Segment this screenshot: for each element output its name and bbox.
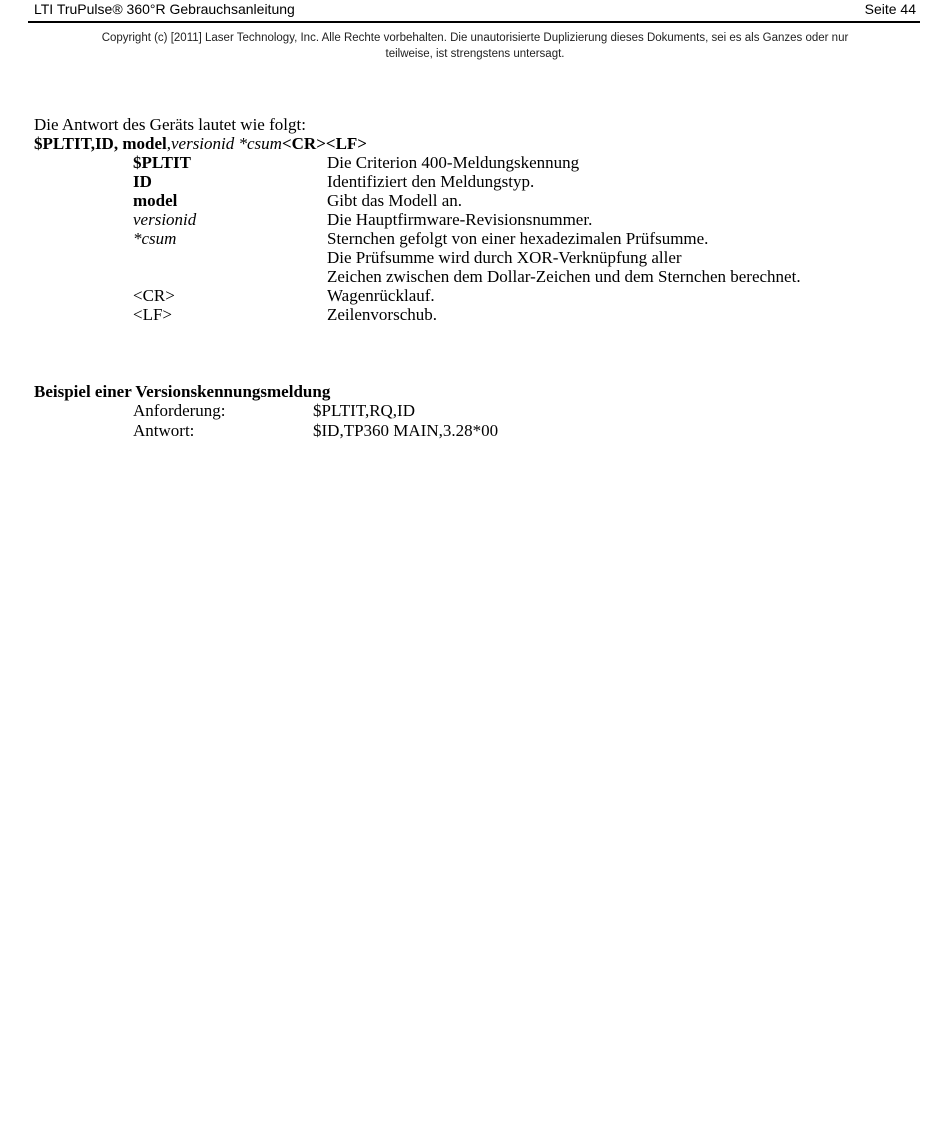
page-number: Seite 44 [864,1,916,17]
syntax-separator: , [166,134,171,153]
example-label: Anforderung: [133,401,226,420]
definition-term: *csum [133,229,177,248]
definition-row [133,267,801,286]
example-row [133,421,498,441]
example-label: Antwort: [133,421,195,440]
definition-row [133,172,801,191]
definition-desc: Zeichen zwischen dem Dollar-Zeichen und dem Sternchen berechnet. [327,267,801,286]
definition-desc: Gibt das Modell an. [327,191,463,210]
definition-desc: Zeilenvorschub. [327,305,437,324]
definition-term: versionid [133,210,197,229]
definition-term: ID [133,172,152,191]
definition-desc: Die Criterion 400-Meldungskennung [327,153,580,172]
definition-term: <CR> [133,286,175,305]
syntax-terminator: <CR><LF> [281,134,367,153]
definition-desc: Wagenrücklauf. [327,286,435,305]
definition-row [133,229,801,248]
definition-term: model [133,191,178,210]
syntax-italic-part: versionid *csum [170,134,282,153]
document-title: LTI TruPulse® 360°R Gebrauchsanleitung [34,1,295,17]
page-header [34,0,920,22]
definition-desc: Sternchen gefolgt von einer hexadezimalen Prüfsumme. [327,229,709,248]
definition-row [133,305,801,324]
header-divider [28,21,920,23]
definition-desc: Identifiziert den Meldungstyp. [327,172,535,191]
definition-row [133,210,801,229]
example-table [133,401,498,441]
copyright-line-1: Copyright (c) [2011] Laser Technology, Inc. Alle Rechte vorbehalten. Die unautorisierte Duplizierung dieses Dokuments, sei es als Ganzes oder nur [101,32,849,44]
example-heading: Beispiel einer Versionskennungsmeldung [34,382,331,401]
definition-term [133,248,327,267]
definition-term: $PLTIT [133,153,191,172]
definition-row [133,286,801,305]
response-syntax [34,134,367,153]
definition-row [133,191,801,210]
definition-desc: Die Prüfsumme wird durch XOR-Verknüpfung aller [327,248,682,267]
definition-table [133,153,801,324]
definition-desc: Die Hauptfirmware-Revisionsnummer. [327,210,593,229]
example-value: $PLTIT,RQ,ID [313,401,415,420]
example-row [133,401,498,421]
definition-term: <LF> [133,305,173,324]
definition-row [133,153,801,172]
syntax-bold-part: $PLTIT,ID, model [34,134,167,153]
example-value: $ID,TP360 MAIN,3.28*00 [313,421,499,440]
copyright-line-2: teilweise, ist strengstens untersagt. [385,48,565,60]
definition-row [133,248,801,267]
copyright-notice [30,30,920,62]
response-intro: Die Antwort des Geräts lautet wie folgt: [34,115,306,134]
definition-term [133,267,327,286]
